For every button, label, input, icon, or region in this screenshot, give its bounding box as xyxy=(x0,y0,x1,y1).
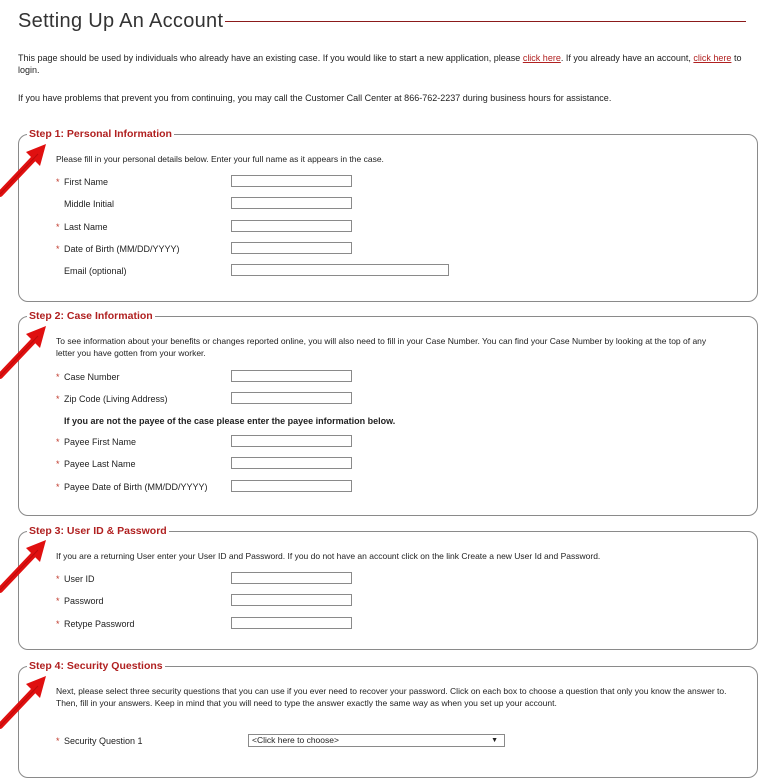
step4-section xyxy=(18,660,758,778)
last-name-row xyxy=(56,221,476,234)
title-rule xyxy=(218,21,746,22)
step4-legend: Step 4: Security Questions xyxy=(29,660,163,672)
payee-dob-input[interactable] xyxy=(231,480,352,492)
step3-section xyxy=(18,525,758,650)
last-name-input[interactable] xyxy=(231,220,352,232)
intro-text-end: to login. xyxy=(18,53,742,75)
required-marker: * xyxy=(56,394,60,404)
step2-section xyxy=(18,310,758,516)
step2-description: To see information about your benefits or changes reported online, you will also need to fill in your Case Number. You can find your Case Number by looking at the top of any letter you have gotten from your worker. xyxy=(56,336,707,358)
security-question-1-value: <Click here to choose> xyxy=(252,735,339,745)
case-number-row xyxy=(56,371,476,384)
middle-initial-input[interactable] xyxy=(231,197,352,209)
email-input[interactable] xyxy=(231,264,449,276)
first-name-label: First Name xyxy=(64,177,109,187)
step1-section xyxy=(18,128,758,302)
zip-label: Zip Code (Living Address) xyxy=(64,394,168,404)
zip-row xyxy=(56,393,476,406)
page-header xyxy=(18,10,746,38)
step4-arrow-icon xyxy=(0,672,60,732)
security-question-1-label: Security Question 1 xyxy=(64,736,143,746)
payee-first-row xyxy=(56,436,476,449)
retype-password-row xyxy=(56,618,476,631)
step4-description: Next, please select three security questions that you can use if you ever need to recover your password. Click on each box to choose a question that only you know the answer to. Then, fill in your answers. Keep in mind that you will need to type the answer exactly the same way as when you set up your account. xyxy=(56,686,727,708)
page-title: Setting Up An Account xyxy=(18,10,224,32)
payee-last-input[interactable] xyxy=(231,457,352,469)
payee-first-label: Payee First Name xyxy=(64,437,137,447)
zip-input[interactable] xyxy=(231,392,352,404)
payee-note: If you are not the payee of the case please enter the payee information below. xyxy=(64,416,396,426)
intro-text-mid: . If you already have an account, xyxy=(560,53,694,63)
step3-arrow-icon xyxy=(0,536,60,596)
first-name-input[interactable] xyxy=(231,175,352,187)
password-row xyxy=(56,595,476,608)
required-marker: * xyxy=(56,437,60,447)
required-marker: * xyxy=(56,244,60,254)
login-link[interactable]: click here xyxy=(693,53,732,63)
password-label: Password xyxy=(64,596,104,606)
new-application-link[interactable]: click here xyxy=(522,53,561,63)
case-number-input[interactable] xyxy=(231,370,352,382)
dob-label: Date of Birth (MM/DD/YYYY) xyxy=(64,244,180,254)
help-paragraph: If you have problems that prevent you from continuing, you may call the Customer Call Center at 866-762-2237 during business hours for assistance. xyxy=(18,93,612,103)
payee-dob-row xyxy=(56,481,476,494)
payee-first-input[interactable] xyxy=(231,435,352,447)
required-marker: * xyxy=(56,482,60,492)
required-marker: * xyxy=(56,372,60,382)
security-question-1-row xyxy=(56,735,526,748)
user-id-label: User ID xyxy=(64,574,95,584)
payee-last-label: Payee Last Name xyxy=(64,459,136,469)
payee-last-row xyxy=(56,458,476,471)
first-name-row xyxy=(56,176,476,189)
step2-legend: Step 2: Case Information xyxy=(29,310,153,322)
required-marker: * xyxy=(56,596,60,606)
required-marker: * xyxy=(56,177,60,187)
required-marker: * xyxy=(56,222,60,232)
password-input[interactable] xyxy=(231,594,352,606)
step3-legend: Step 3: User ID & Password xyxy=(29,525,167,537)
middle-initial-row xyxy=(56,198,476,211)
email-label: Email (optional) xyxy=(64,266,127,276)
intro-text: This page should be used by individuals who already have an existing case. If you would like to start a new application, please xyxy=(18,53,523,63)
retype-password-label: Retype Password xyxy=(64,619,135,629)
step1-legend: Step 1: Personal Information xyxy=(29,128,172,140)
required-marker: * xyxy=(56,736,60,746)
case-number-label: Case Number xyxy=(64,372,120,382)
retype-password-input[interactable] xyxy=(231,617,352,629)
step1-description: Please fill in your personal details below. Enter your full name as it appears in the case. xyxy=(56,154,384,164)
email-row xyxy=(56,265,476,278)
required-marker: * xyxy=(56,459,60,469)
chevron-down-icon: ▼ xyxy=(491,737,498,744)
dob-row xyxy=(56,243,476,256)
step3-description: If you are a returning User enter your User ID and Password. If you do not have an account click on the link Create a new User Id and Password. xyxy=(56,551,601,561)
step1-arrow-icon xyxy=(0,140,60,200)
payee-dob-label: Payee Date of Birth (MM/DD/YYYY) xyxy=(64,482,208,492)
required-marker: * xyxy=(56,619,60,629)
middle-initial-label: Middle Initial xyxy=(64,199,115,209)
dob-input[interactable] xyxy=(231,242,352,254)
security-question-1-select[interactable] xyxy=(248,734,505,747)
last-name-label: Last Name xyxy=(64,222,108,232)
required-marker: * xyxy=(56,574,60,584)
intro-paragraph xyxy=(18,52,754,76)
user-id-input[interactable] xyxy=(231,572,352,584)
user-id-row xyxy=(56,573,476,586)
step2-arrow-icon xyxy=(0,322,60,382)
